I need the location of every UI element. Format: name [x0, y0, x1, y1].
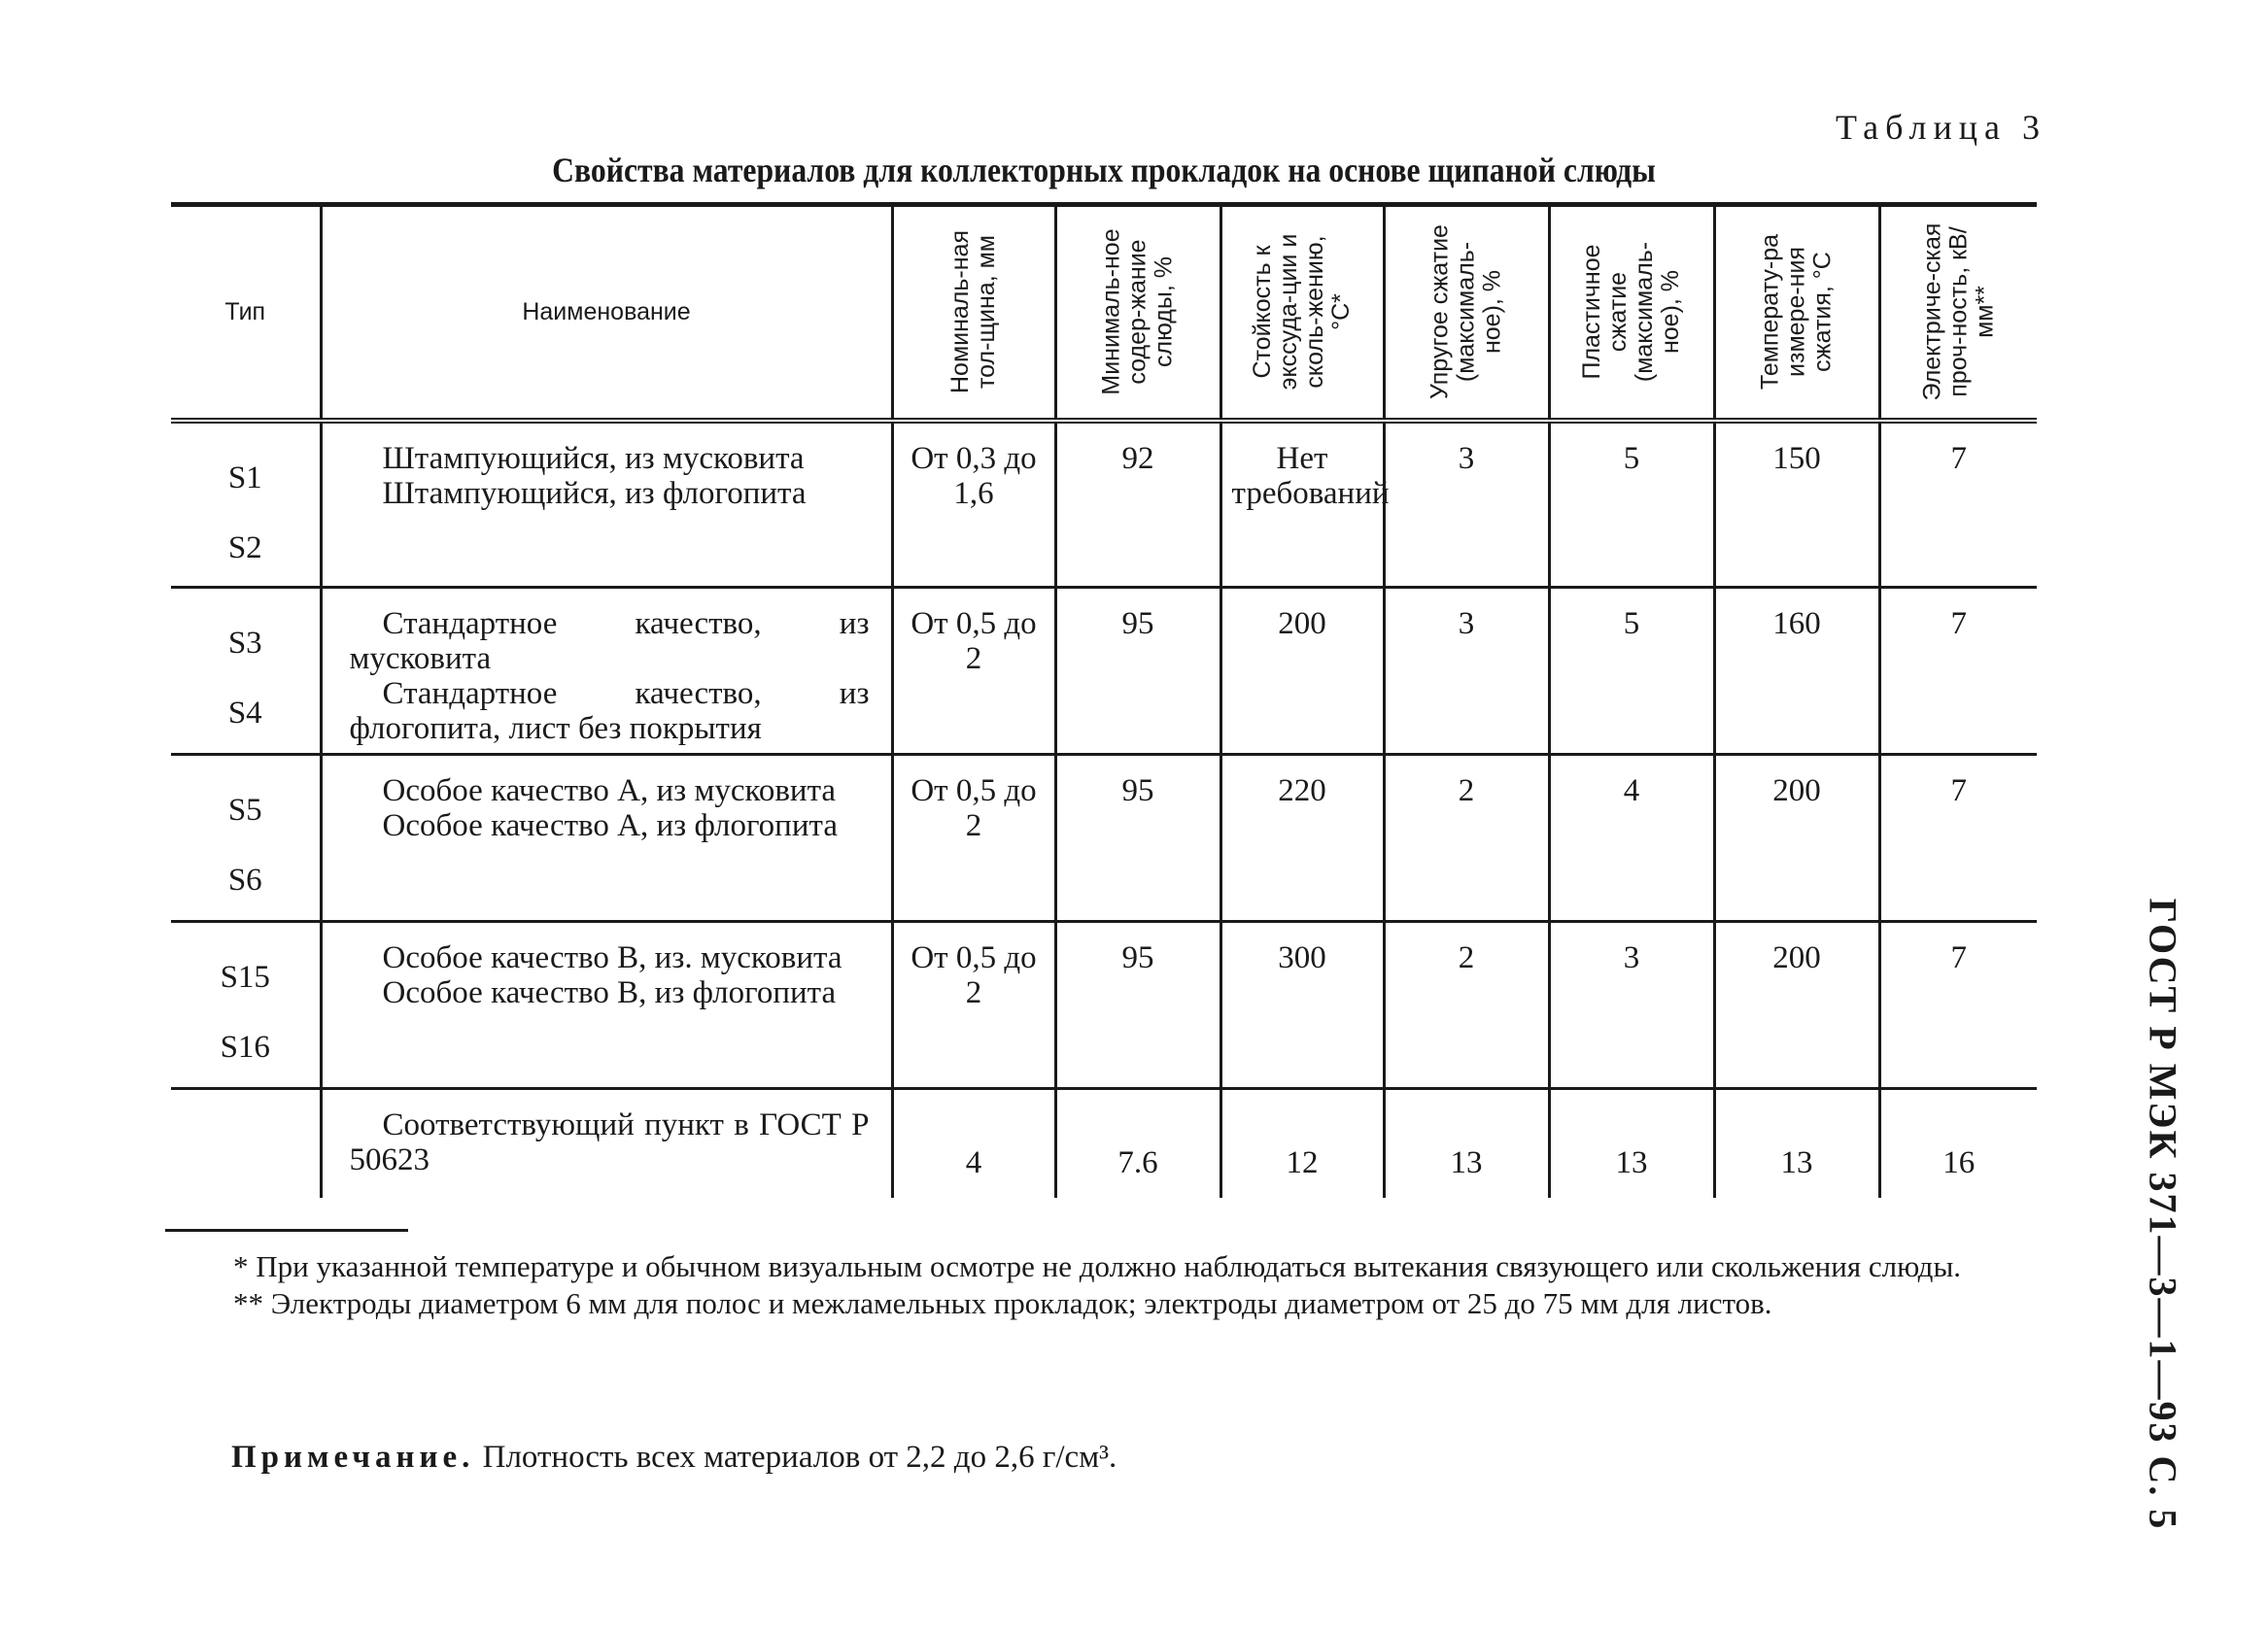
materials-table — [171, 202, 2037, 1198]
type-code: S5 — [227, 793, 262, 828]
strength-value: 7 — [1879, 922, 2037, 1089]
type-code: S15 — [220, 960, 270, 995]
resistance-value: 220 — [1220, 755, 1384, 922]
temperature-value: 200 — [1714, 755, 1879, 922]
type-code: S3 — [227, 626, 262, 661]
reference-elastic: 13 — [1384, 1089, 1549, 1198]
temperature-value: 200 — [1714, 922, 1879, 1089]
reference-row — [171, 1089, 2037, 1198]
header-type: Тип — [171, 205, 321, 421]
type-code: S16 — [220, 1030, 270, 1065]
note-label: Примечание. — [231, 1440, 475, 1475]
type-cell — [171, 588, 321, 755]
header-mica-content — [1055, 205, 1220, 421]
table-number-label: Таблица 3 — [1836, 108, 2046, 147]
resistance-value: 200 — [1220, 588, 1384, 755]
header-elastic-compression-text: Упругое сжатие (максималь-ное), % — [1426, 224, 1506, 400]
table-header-row — [171, 205, 2037, 421]
elastic-value: 2 — [1384, 755, 1549, 922]
header-electric-strength — [1879, 205, 2037, 421]
resistance-value: Нет требований — [1220, 421, 1384, 588]
header-elastic-compression — [1384, 205, 1549, 421]
header-plastic-compression-text: Пластичное сжатие (максималь-ное), % — [1578, 242, 1684, 383]
reference-strength: 16 — [1879, 1089, 2037, 1198]
material-name: Особое качество А, из флогопита — [382, 808, 838, 843]
reference-thickness: 4 — [892, 1089, 1055, 1198]
elastic-value: 2 — [1384, 922, 1549, 1089]
material-name: Стандартное качество, из мусковита — [349, 606, 870, 676]
mica-value: 95 — [1055, 922, 1220, 1089]
type-code: S4 — [227, 696, 262, 731]
material-name: Штампующийся, из мусковита — [382, 440, 805, 476]
header-exudation-resistance-text: Стойкость к экссуда-ции и сколь-жению, °С* — [1249, 233, 1355, 391]
strength-value: 7 — [1879, 421, 2037, 588]
mica-value: 95 — [1055, 588, 1220, 755]
header-mica-content-text: Минималь-ное содер-жание слюды, % — [1097, 228, 1178, 395]
elastic-value: 3 — [1384, 588, 1549, 755]
type-cell — [171, 421, 321, 588]
reference-type-cell — [171, 1089, 321, 1198]
material-name: Особое качество В, из. мусковита — [382, 940, 842, 975]
table-row — [171, 922, 2037, 1089]
plastic-value: 5 — [1549, 588, 1714, 755]
resistance-value: 300 — [1220, 922, 1384, 1089]
material-name: Особое качество В, из флогопита — [382, 975, 837, 1010]
reference-resistance: 12 — [1220, 1089, 1384, 1198]
header-measurement-temperature-text: Температу-ра измере-ния сжатия, °С — [1756, 234, 1837, 391]
name-cell — [321, 922, 892, 1089]
type-cell — [171, 922, 321, 1089]
material-name: Особое качество А, из мусковита — [382, 773, 837, 808]
header-plastic-compression — [1549, 205, 1714, 421]
table-caption: Свойства материалов для коллекторных прокладок на основе щипаной слюды — [552, 151, 1656, 189]
type-cell — [171, 755, 321, 922]
footnote: ** Электроды диаметром 6 мм для полос и межламельных прокладок; электроды диаметром от 25 до 75 мм для листов. — [233, 1286, 1772, 1320]
mica-value: 95 — [1055, 755, 1220, 922]
strength-value: 7 — [1879, 588, 2037, 755]
plastic-value: 5 — [1549, 421, 1714, 588]
name-cell — [321, 421, 892, 588]
type-code: S2 — [227, 529, 262, 565]
header-exudation-resistance — [1220, 205, 1384, 421]
footnote: * При указанной температуре и обычном визуальным осмотре не должно наблюдаться вытекания связующего или скольжения слюды. — [233, 1249, 1962, 1283]
header-thickness — [892, 205, 1055, 421]
reference-mica: 7.6 — [1055, 1089, 1220, 1198]
reference-temperature: 13 — [1714, 1089, 1879, 1198]
thickness-value: От 0,3 до 1,6 — [892, 421, 1055, 588]
thickness-value: От 0,5 до 2 — [892, 922, 1055, 1089]
header-measurement-temperature — [1714, 205, 1879, 421]
type-code: S6 — [227, 863, 262, 898]
note-text: Плотность всех материалов от 2,2 до 2,6 г/см³. — [482, 1440, 1117, 1475]
plastic-value: 4 — [1549, 755, 1714, 922]
elastic-value: 3 — [1384, 421, 1549, 588]
table-note — [231, 1440, 1117, 1476]
temperature-value: 150 — [1714, 421, 1879, 588]
mica-value: 92 — [1055, 421, 1220, 588]
temperature-value: 160 — [1714, 588, 1879, 755]
thickness-value: От 0,5 до 2 — [892, 755, 1055, 922]
material-name: Стандартное качество, из флогопита, лист без покрытия — [349, 676, 870, 746]
name-cell — [321, 755, 892, 922]
table-row — [171, 755, 2037, 922]
type-code: S1 — [227, 460, 262, 495]
table-row — [171, 421, 2037, 588]
footnotes — [165, 1249, 2031, 1323]
name-cell — [321, 588, 892, 755]
plastic-value: 3 — [1549, 922, 1714, 1089]
document-code-text: ГОСТ Р МЭК 371—3—1—93 С. 5 — [2141, 898, 2185, 1531]
reference-name: Соответствующий пункт в ГОСТ Р 50623 — [349, 1107, 870, 1177]
material-name: Штампующийся, из флогопита — [382, 475, 807, 511]
header-name: Наименование — [321, 205, 892, 421]
reference-plastic: 13 — [1549, 1089, 1714, 1198]
footnote-divider — [165, 1229, 408, 1232]
thickness-value: От 0,5 до 2 — [892, 588, 1055, 755]
reference-name-cell — [321, 1089, 892, 1198]
table-row — [171, 588, 2037, 755]
header-thickness-text: Номиналь-ная тол-щина, мм — [946, 230, 1000, 394]
header-electric-strength-text: Электриче-ская проч-ность, кВ/мм** — [1918, 222, 1999, 401]
strength-value: 7 — [1879, 755, 2037, 922]
